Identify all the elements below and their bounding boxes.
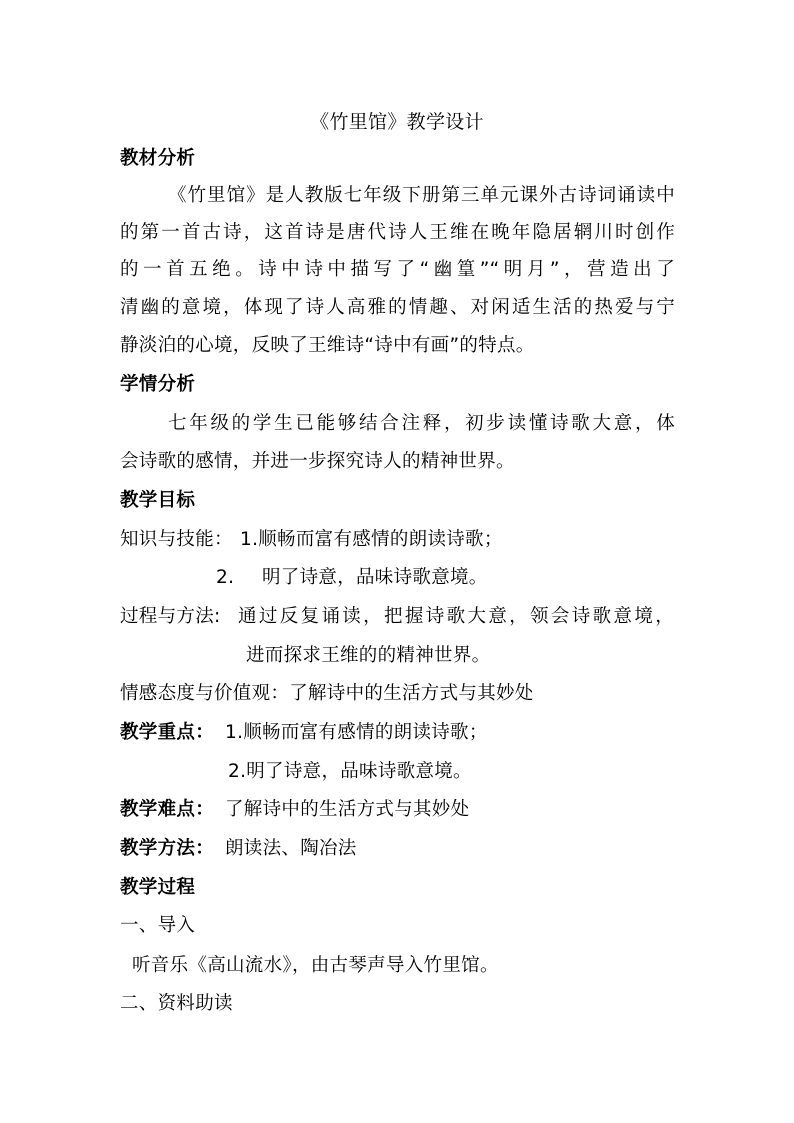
process-methods-line-2: 进而探求王维的的精神世界。	[246, 645, 491, 666]
process-methods-line-1: 通过反复诵读，把握诗歌大意，领会诗歌意境，	[238, 606, 674, 627]
methods-text: 朗读法、陶冶法	[225, 838, 357, 859]
textbook-analysis-line-4: 清幽的意境，体现了诗人高雅的情趣、对闲适生活的热爱与宁	[120, 297, 675, 318]
textbook-analysis-line-3: 的一首五绝。诗中诗中描写了“幽篁”“明月”，营造出了	[120, 259, 675, 280]
student-analysis-heading: 学情分析	[120, 374, 196, 395]
textbook-analysis-line-5: 静淡泊的心境，反映了王维诗“诗中有画”的特点。	[120, 335, 535, 356]
objectives-heading: 教学目标	[120, 490, 196, 511]
document-title: 《竹里馆》教学设计	[310, 111, 484, 133]
student-analysis-line-1: 七年级的学生已能够结合注释，初步读懂诗歌大意，体	[168, 413, 675, 434]
key-points-label: 教学重点：	[120, 722, 215, 743]
step-1-text: 听音乐《高山流水》，由古琴声导入竹里馆。	[132, 955, 499, 976]
step-1-heading: 一、导入	[120, 915, 196, 936]
student-analysis-line-2: 会诗歌的感情，并进一步探究诗人的精神世界。	[120, 451, 515, 472]
knowledge-skills-item-1: 1.顺畅而富有感情的朗读诗歌；	[240, 529, 503, 550]
difficulties-label: 教学难点：	[120, 799, 215, 820]
key-points-item-1: 1.顺畅而富有感情的朗读诗歌；	[225, 722, 488, 743]
process-heading: 教学过程	[120, 877, 196, 898]
step-2-heading: 二、资料助读	[120, 993, 233, 1014]
methods-label: 教学方法：	[120, 838, 215, 859]
knowledge-skills-item-2-text: 明了诗意，品味诗歌意境。	[262, 567, 488, 588]
emotion-attitude-values: 情感态度与价值观：了解诗中的生活方式与其妙处	[120, 683, 534, 704]
difficulties-text: 了解诗中的生活方式与其妙处	[225, 799, 470, 820]
knowledge-skills-label: 知识与技能：	[120, 529, 233, 550]
knowledge-skills-item-2-number: 2.	[216, 567, 235, 588]
textbook-analysis-heading: 教材分析	[120, 148, 196, 169]
key-points-item-2: 2.明了诗意，品味诗歌意境。	[228, 761, 472, 782]
textbook-analysis-line-1: 《竹里馆》是人教版七年级下册第三单元课外古诗词诵读中	[168, 185, 675, 206]
textbook-analysis-line-2: 的第一首古诗，这首诗是唐代诗人王维在晚年隐居辋川时创作	[120, 222, 675, 243]
process-methods-label: 过程与方法:	[120, 606, 221, 627]
